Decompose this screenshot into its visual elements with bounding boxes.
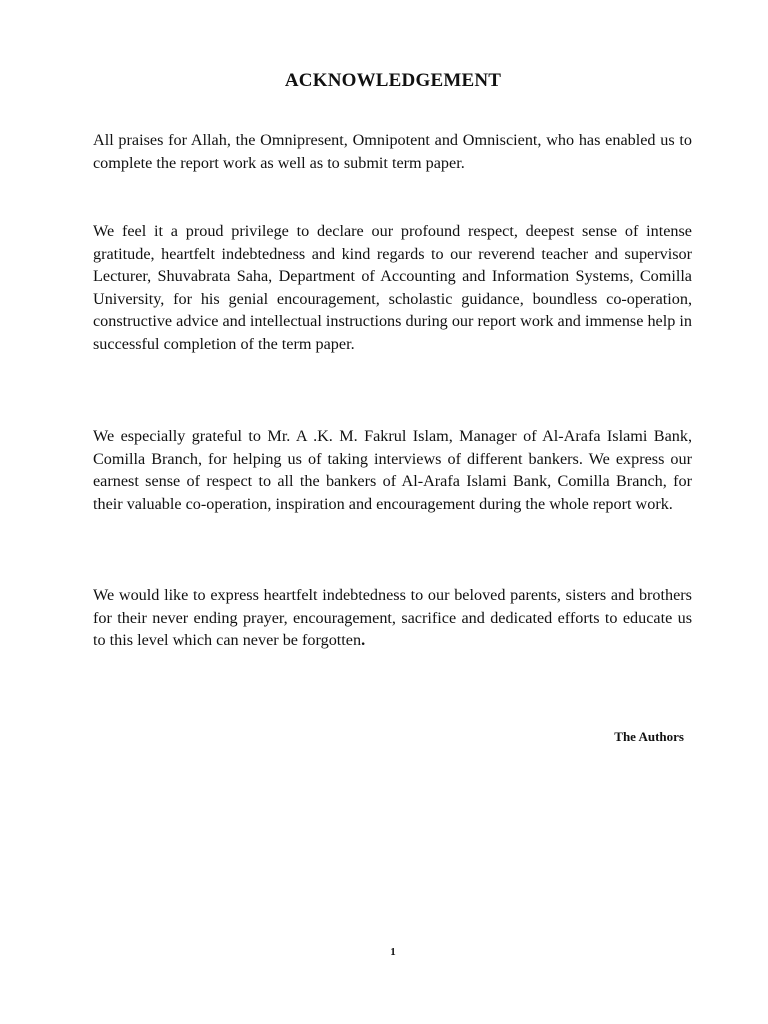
paragraph-4-text: We would like to express heartfelt indebtedness to our beloved parents, sisters and brothers for their never ending prayer, encouragement, sacrifice and dedicated efforts to educate us to this level which can never be forgotten <box>93 586 692 650</box>
paragraph-4 <box>93 584 692 652</box>
paragraph-2: We feel it a proud privilege to declare our profound respect, deepest sense of intense gratitude, heartfelt indebtedness and kind regards to our reverend teacher and supervisor Lecturer, Shuvabrata Saha, Department of Accounting and Information Systems, Comilla University, for his genial encouragement, scholastic guidance, boundless co-operation, constructive advice and intellectual instructions during our report work and immense help in successful completion of the term paper. <box>93 222 692 353</box>
signature: The Authors <box>614 729 684 744</box>
page-number: 1 <box>390 946 396 958</box>
page-title: ACKNOWLEDGEMENT <box>284 70 502 91</box>
paragraph-3: We especially grateful to Mr. A .K. M. Fakrul Islam, Manager of Al-Arafa Islami Bank, Comilla Branch, for helping us of taking interviews of different bankers. We express our earnest sense of respect to all the bankers of Al-Arafa Islami Bank, Comilla Branch, for their valuable co-operation, inspiration and encouragement during the whole report work. <box>93 427 692 513</box>
paragraph-1: All praises for Allah, the Omnipresent, Omnipotent and Omniscient, who has enabled us to complete the report work as well as to submit term paper. <box>93 131 692 172</box>
paragraph-4-end-mark: . <box>361 631 366 650</box>
